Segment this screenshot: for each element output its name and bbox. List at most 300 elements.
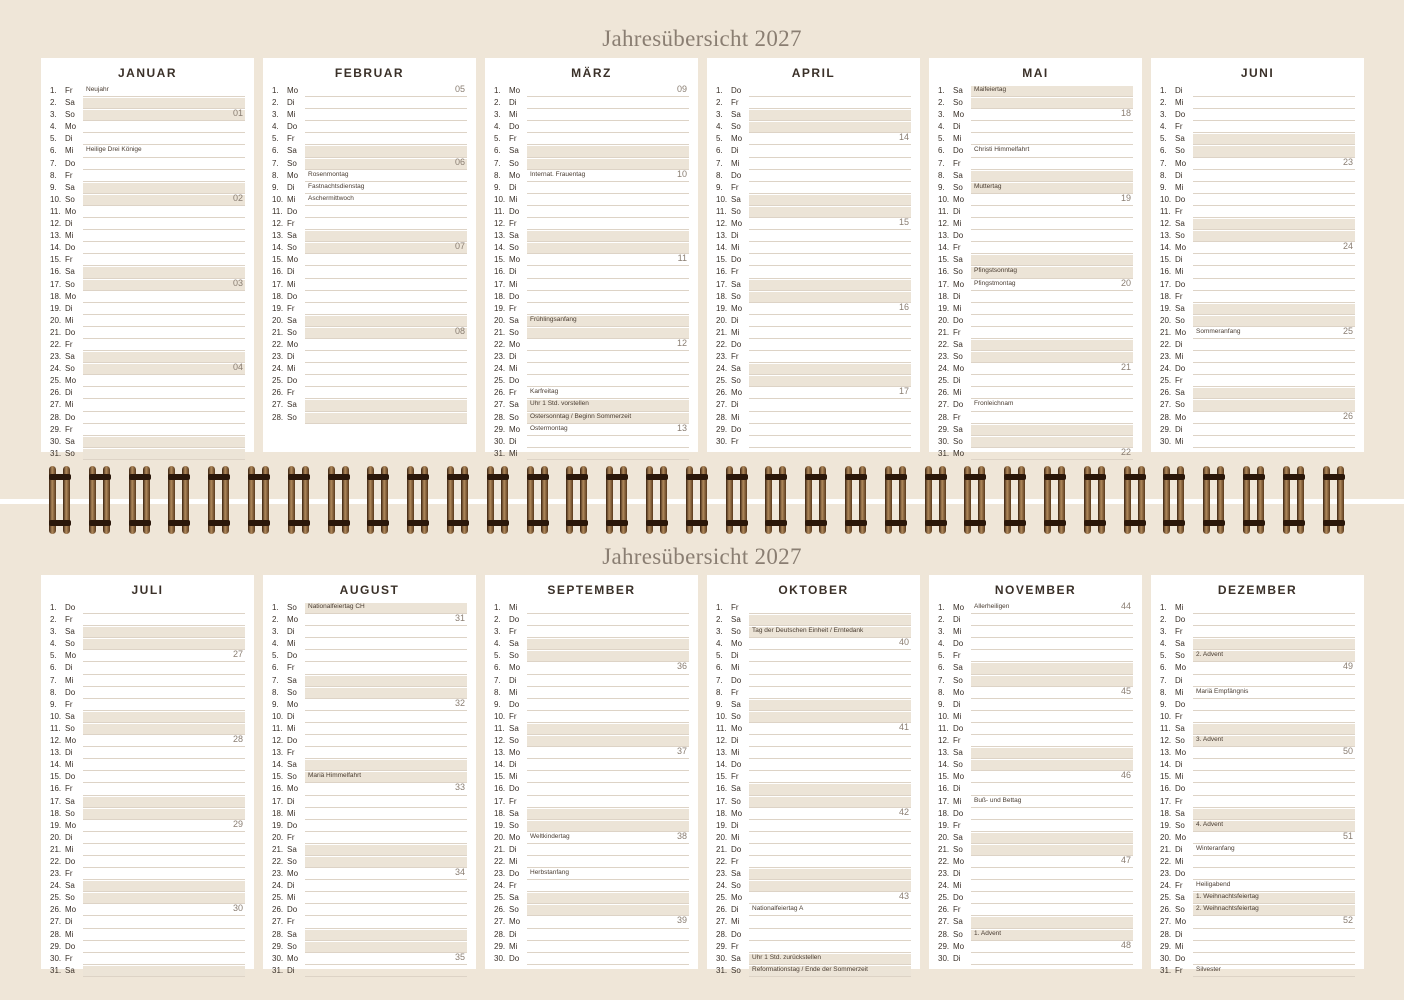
day-row[interactable] — [41, 844, 254, 856]
day-row[interactable] — [263, 206, 476, 218]
day-row[interactable] — [263, 375, 476, 387]
day-row[interactable] — [1151, 904, 1364, 916]
day-row[interactable] — [41, 145, 254, 157]
day-row[interactable] — [485, 771, 698, 783]
day-row[interactable] — [263, 916, 476, 928]
day-row[interactable] — [929, 194, 1142, 206]
day-row[interactable] — [929, 351, 1142, 363]
day-row[interactable] — [263, 339, 476, 351]
day-row[interactable] — [929, 675, 1142, 687]
day-row[interactable] — [485, 182, 698, 194]
day-row[interactable] — [1151, 856, 1364, 868]
day-row[interactable] — [263, 327, 476, 339]
day-row[interactable] — [707, 242, 920, 254]
day-row[interactable] — [929, 109, 1142, 121]
day-row[interactable] — [1151, 85, 1364, 97]
day-row[interactable] — [485, 662, 698, 674]
day-row[interactable] — [1151, 687, 1364, 699]
day-row[interactable] — [485, 856, 698, 868]
day-row[interactable] — [41, 158, 254, 170]
day-row[interactable] — [1151, 626, 1364, 638]
day-row[interactable] — [485, 796, 698, 808]
day-row[interactable] — [707, 771, 920, 783]
day-row[interactable] — [1151, 351, 1364, 363]
day-row[interactable] — [929, 291, 1142, 303]
day-row[interactable] — [707, 759, 920, 771]
day-row[interactable] — [263, 182, 476, 194]
day-row[interactable] — [263, 723, 476, 735]
day-row[interactable] — [707, 351, 920, 363]
day-row[interactable] — [707, 723, 920, 735]
day-row[interactable] — [707, 904, 920, 916]
day-row[interactable] — [707, 399, 920, 411]
day-row[interactable] — [41, 170, 254, 182]
day-row[interactable] — [41, 254, 254, 266]
day-row[interactable] — [929, 170, 1142, 182]
day-row[interactable] — [263, 602, 476, 614]
day-row[interactable] — [485, 759, 698, 771]
day-row[interactable] — [263, 892, 476, 904]
day-row[interactable] — [929, 339, 1142, 351]
day-row[interactable] — [929, 387, 1142, 399]
day-row[interactable] — [1151, 412, 1364, 424]
day-row[interactable] — [41, 929, 254, 941]
day-row[interactable] — [41, 182, 254, 194]
day-row[interactable] — [1151, 699, 1364, 711]
day-row[interactable] — [485, 747, 698, 759]
day-row[interactable] — [41, 699, 254, 711]
day-row[interactable] — [485, 953, 698, 965]
day-row[interactable] — [41, 412, 254, 424]
day-row[interactable] — [485, 820, 698, 832]
day-row[interactable] — [707, 662, 920, 674]
day-row[interactable] — [707, 375, 920, 387]
day-row[interactable] — [929, 375, 1142, 387]
day-row[interactable] — [707, 327, 920, 339]
day-row[interactable] — [41, 602, 254, 614]
day-row[interactable] — [263, 399, 476, 411]
day-row[interactable] — [263, 218, 476, 230]
day-row[interactable] — [929, 820, 1142, 832]
day-row[interactable] — [485, 687, 698, 699]
day-row[interactable] — [929, 412, 1142, 424]
day-row[interactable] — [485, 97, 698, 109]
day-row[interactable] — [929, 868, 1142, 880]
day-row[interactable] — [485, 844, 698, 856]
day-row[interactable] — [263, 230, 476, 242]
day-row[interactable] — [41, 650, 254, 662]
day-row[interactable] — [1151, 133, 1364, 145]
day-row[interactable] — [263, 735, 476, 747]
day-row[interactable] — [485, 892, 698, 904]
day-row[interactable] — [263, 315, 476, 327]
day-row[interactable] — [263, 85, 476, 97]
day-row[interactable] — [707, 892, 920, 904]
day-row[interactable] — [1151, 303, 1364, 315]
day-row[interactable] — [263, 387, 476, 399]
day-row[interactable] — [485, 904, 698, 916]
day-row[interactable] — [929, 436, 1142, 448]
day-row[interactable] — [707, 638, 920, 650]
day-row[interactable] — [485, 808, 698, 820]
day-row[interactable] — [41, 638, 254, 650]
day-row[interactable] — [263, 929, 476, 941]
day-row[interactable] — [1151, 399, 1364, 411]
day-row[interactable] — [485, 230, 698, 242]
day-row[interactable] — [929, 687, 1142, 699]
day-row[interactable] — [485, 399, 698, 411]
day-row[interactable] — [485, 133, 698, 145]
day-row[interactable] — [41, 194, 254, 206]
day-row[interactable] — [263, 194, 476, 206]
day-row[interactable] — [263, 97, 476, 109]
day-row[interactable] — [929, 327, 1142, 339]
day-row[interactable] — [485, 145, 698, 157]
day-row[interactable] — [485, 218, 698, 230]
day-row[interactable] — [41, 735, 254, 747]
day-row[interactable] — [41, 687, 254, 699]
day-row[interactable] — [1151, 279, 1364, 291]
day-row[interactable] — [929, 133, 1142, 145]
day-row[interactable] — [41, 315, 254, 327]
day-row[interactable] — [1151, 880, 1364, 892]
day-row[interactable] — [929, 602, 1142, 614]
day-row[interactable] — [41, 339, 254, 351]
day-row[interactable] — [41, 675, 254, 687]
day-row[interactable] — [41, 206, 254, 218]
day-row[interactable] — [707, 85, 920, 97]
day-row[interactable] — [485, 412, 698, 424]
day-row[interactable] — [929, 230, 1142, 242]
day-row[interactable] — [1151, 650, 1364, 662]
day-row[interactable] — [1151, 230, 1364, 242]
day-row[interactable] — [263, 291, 476, 303]
day-row[interactable] — [1151, 218, 1364, 230]
day-row[interactable] — [485, 121, 698, 133]
day-row[interactable] — [41, 771, 254, 783]
day-row[interactable] — [41, 97, 254, 109]
day-row[interactable] — [1151, 820, 1364, 832]
day-row[interactable] — [41, 242, 254, 254]
day-row[interactable] — [485, 327, 698, 339]
day-row[interactable] — [707, 916, 920, 928]
day-row[interactable] — [485, 291, 698, 303]
day-row[interactable] — [707, 856, 920, 868]
day-row[interactable] — [929, 856, 1142, 868]
day-row[interactable] — [707, 218, 920, 230]
day-row[interactable] — [707, 820, 920, 832]
day-row[interactable] — [707, 711, 920, 723]
day-row[interactable] — [41, 820, 254, 832]
day-row[interactable] — [929, 892, 1142, 904]
day-row[interactable] — [929, 711, 1142, 723]
day-row[interactable] — [263, 662, 476, 674]
day-row[interactable] — [1151, 266, 1364, 278]
day-row[interactable] — [1151, 254, 1364, 266]
day-row[interactable] — [707, 844, 920, 856]
day-row[interactable] — [929, 723, 1142, 735]
day-row[interactable] — [485, 315, 698, 327]
day-row[interactable] — [929, 279, 1142, 291]
day-row[interactable] — [707, 735, 920, 747]
day-row[interactable] — [485, 699, 698, 711]
day-row[interactable] — [1151, 747, 1364, 759]
day-row[interactable] — [1151, 363, 1364, 375]
day-row[interactable] — [1151, 121, 1364, 133]
day-row[interactable] — [707, 868, 920, 880]
day-row[interactable] — [1151, 868, 1364, 880]
day-row[interactable] — [707, 145, 920, 157]
day-row[interactable] — [41, 626, 254, 638]
day-row[interactable] — [929, 832, 1142, 844]
day-row[interactable] — [1151, 929, 1364, 941]
day-row[interactable] — [485, 614, 698, 626]
day-row[interactable] — [263, 412, 476, 424]
day-row[interactable] — [1151, 339, 1364, 351]
day-row[interactable] — [929, 916, 1142, 928]
day-row[interactable] — [1151, 711, 1364, 723]
day-row[interactable] — [929, 699, 1142, 711]
day-row[interactable] — [41, 711, 254, 723]
day-row[interactable] — [1151, 97, 1364, 109]
day-row[interactable] — [929, 844, 1142, 856]
day-row[interactable] — [929, 735, 1142, 747]
day-row[interactable] — [1151, 158, 1364, 170]
day-row[interactable] — [929, 941, 1142, 953]
day-row[interactable] — [929, 650, 1142, 662]
day-row[interactable] — [41, 892, 254, 904]
day-row[interactable] — [41, 796, 254, 808]
day-row[interactable] — [707, 291, 920, 303]
day-row[interactable] — [41, 109, 254, 121]
day-row[interactable] — [263, 351, 476, 363]
day-row[interactable] — [41, 759, 254, 771]
day-row[interactable] — [263, 109, 476, 121]
day-row[interactable] — [707, 387, 920, 399]
day-row[interactable] — [41, 868, 254, 880]
day-row[interactable] — [707, 121, 920, 133]
day-row[interactable] — [1151, 844, 1364, 856]
day-row[interactable] — [485, 206, 698, 218]
day-row[interactable] — [41, 387, 254, 399]
day-row[interactable] — [1151, 916, 1364, 928]
day-row[interactable] — [263, 904, 476, 916]
day-row[interactable] — [485, 929, 698, 941]
day-row[interactable] — [41, 218, 254, 230]
day-row[interactable] — [263, 626, 476, 638]
day-row[interactable] — [485, 723, 698, 735]
day-row[interactable] — [485, 735, 698, 747]
day-row[interactable] — [929, 85, 1142, 97]
day-row[interactable] — [929, 266, 1142, 278]
day-row[interactable] — [1151, 375, 1364, 387]
day-row[interactable] — [41, 291, 254, 303]
day-row[interactable] — [41, 832, 254, 844]
day-row[interactable] — [485, 711, 698, 723]
day-row[interactable] — [1151, 109, 1364, 121]
day-row[interactable] — [263, 699, 476, 711]
day-row[interactable] — [263, 158, 476, 170]
day-row[interactable] — [41, 230, 254, 242]
day-row[interactable] — [929, 662, 1142, 674]
day-row[interactable] — [929, 808, 1142, 820]
day-row[interactable] — [263, 279, 476, 291]
day-row[interactable] — [1151, 638, 1364, 650]
day-row[interactable] — [485, 650, 698, 662]
day-row[interactable] — [1151, 675, 1364, 687]
day-row[interactable] — [41, 916, 254, 928]
day-row[interactable] — [929, 303, 1142, 315]
day-row[interactable] — [41, 436, 254, 448]
day-row[interactable] — [929, 158, 1142, 170]
day-row[interactable] — [1151, 892, 1364, 904]
day-row[interactable] — [263, 808, 476, 820]
day-row[interactable] — [41, 723, 254, 735]
day-row[interactable] — [707, 832, 920, 844]
day-row[interactable] — [707, 614, 920, 626]
day-row[interactable] — [707, 109, 920, 121]
day-row[interactable] — [707, 133, 920, 145]
day-row[interactable] — [263, 614, 476, 626]
day-row[interactable] — [707, 650, 920, 662]
day-row[interactable] — [1151, 424, 1364, 436]
day-row[interactable] — [1151, 953, 1364, 965]
day-row[interactable] — [707, 279, 920, 291]
day-row[interactable] — [485, 941, 698, 953]
day-row[interactable] — [929, 218, 1142, 230]
day-row[interactable] — [1151, 194, 1364, 206]
day-row[interactable] — [41, 375, 254, 387]
day-row[interactable] — [263, 687, 476, 699]
day-row[interactable] — [485, 675, 698, 687]
day-row[interactable] — [929, 953, 1142, 965]
day-row[interactable] — [41, 327, 254, 339]
day-row[interactable] — [929, 448, 1142, 460]
day-row[interactable] — [707, 687, 920, 699]
day-row[interactable] — [707, 206, 920, 218]
day-row[interactable] — [485, 279, 698, 291]
day-row[interactable] — [485, 375, 698, 387]
day-row[interactable] — [263, 868, 476, 880]
day-row[interactable] — [41, 941, 254, 953]
day-row[interactable] — [485, 303, 698, 315]
day-row[interactable] — [485, 170, 698, 182]
day-row[interactable] — [485, 916, 698, 928]
day-row[interactable] — [41, 747, 254, 759]
day-row[interactable] — [707, 194, 920, 206]
day-row[interactable] — [707, 602, 920, 614]
day-row[interactable] — [1151, 832, 1364, 844]
day-row[interactable] — [1151, 771, 1364, 783]
day-row[interactable] — [929, 254, 1142, 266]
day-row[interactable] — [263, 711, 476, 723]
day-row[interactable] — [707, 436, 920, 448]
day-row[interactable] — [485, 109, 698, 121]
day-row[interactable] — [485, 351, 698, 363]
day-row[interactable] — [41, 614, 254, 626]
day-row[interactable] — [485, 194, 698, 206]
day-row[interactable] — [707, 182, 920, 194]
day-row[interactable] — [485, 436, 698, 448]
day-row[interactable] — [929, 97, 1142, 109]
day-row[interactable] — [1151, 145, 1364, 157]
day-row[interactable] — [1151, 783, 1364, 795]
day-row[interactable] — [485, 626, 698, 638]
day-row[interactable] — [1151, 662, 1364, 674]
day-row[interactable] — [1151, 941, 1364, 953]
day-row[interactable] — [41, 965, 254, 977]
day-row[interactable] — [929, 145, 1142, 157]
day-row[interactable] — [929, 626, 1142, 638]
day-row[interactable] — [929, 363, 1142, 375]
day-row[interactable] — [41, 904, 254, 916]
day-row[interactable] — [263, 145, 476, 157]
day-row[interactable] — [707, 965, 920, 977]
day-row[interactable] — [41, 808, 254, 820]
day-row[interactable] — [41, 856, 254, 868]
day-row[interactable] — [263, 170, 476, 182]
day-row[interactable] — [929, 206, 1142, 218]
day-row[interactable] — [707, 339, 920, 351]
day-row[interactable] — [929, 121, 1142, 133]
day-row[interactable] — [263, 638, 476, 650]
day-row[interactable] — [1151, 170, 1364, 182]
day-row[interactable] — [485, 638, 698, 650]
day-row[interactable] — [263, 133, 476, 145]
day-row[interactable] — [1151, 614, 1364, 626]
day-row[interactable] — [485, 602, 698, 614]
day-row[interactable] — [707, 783, 920, 795]
day-row[interactable] — [41, 279, 254, 291]
day-row[interactable] — [929, 783, 1142, 795]
day-row[interactable] — [707, 363, 920, 375]
day-row[interactable] — [1151, 796, 1364, 808]
day-row[interactable] — [929, 638, 1142, 650]
day-row[interactable] — [41, 662, 254, 674]
day-row[interactable] — [929, 880, 1142, 892]
day-row[interactable] — [707, 412, 920, 424]
day-row[interactable] — [263, 254, 476, 266]
day-row[interactable] — [1151, 965, 1364, 977]
day-row[interactable] — [1151, 735, 1364, 747]
day-row[interactable] — [929, 399, 1142, 411]
day-row[interactable] — [1151, 182, 1364, 194]
day-row[interactable] — [707, 266, 920, 278]
day-row[interactable] — [41, 266, 254, 278]
day-row[interactable] — [707, 303, 920, 315]
day-row[interactable] — [263, 880, 476, 892]
day-row[interactable] — [929, 315, 1142, 327]
day-row[interactable] — [263, 820, 476, 832]
day-row[interactable] — [1151, 723, 1364, 735]
day-row[interactable] — [263, 675, 476, 687]
day-row[interactable] — [485, 85, 698, 97]
day-row[interactable] — [707, 929, 920, 941]
day-row[interactable] — [263, 771, 476, 783]
day-row[interactable] — [485, 158, 698, 170]
day-row[interactable] — [263, 941, 476, 953]
day-row[interactable] — [929, 614, 1142, 626]
day-row[interactable] — [485, 339, 698, 351]
day-row[interactable] — [263, 965, 476, 977]
day-row[interactable] — [929, 796, 1142, 808]
day-row[interactable] — [485, 448, 698, 460]
day-row[interactable] — [263, 303, 476, 315]
day-row[interactable] — [1151, 327, 1364, 339]
day-row[interactable] — [1151, 436, 1364, 448]
day-row[interactable] — [263, 796, 476, 808]
day-row[interactable] — [707, 808, 920, 820]
